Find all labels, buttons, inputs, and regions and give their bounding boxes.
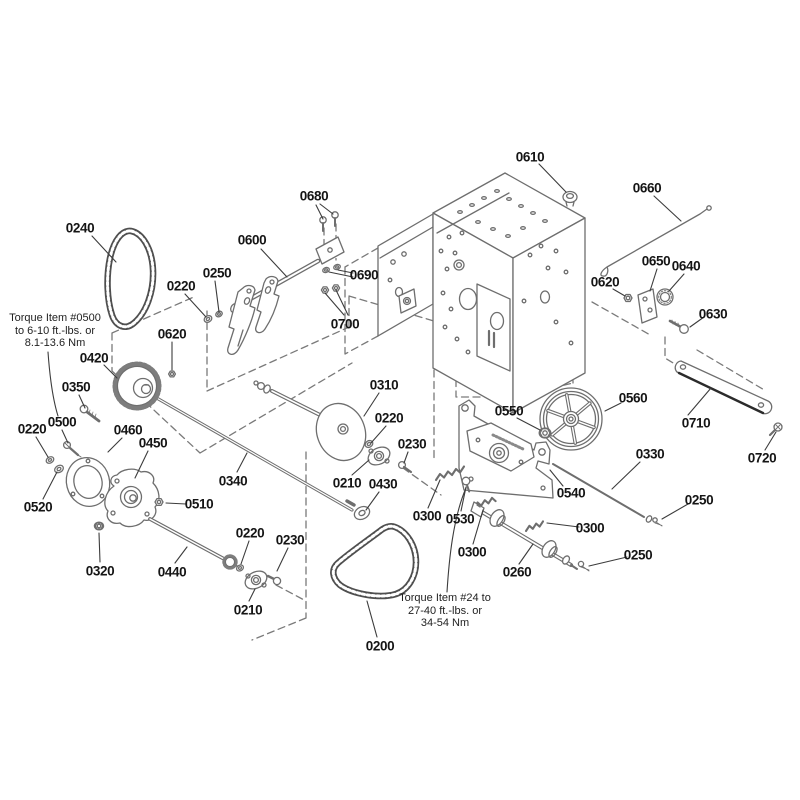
part-label-0300-b: 0300 — [457, 544, 487, 560]
part-label-0300-a: 0300 — [412, 508, 442, 524]
part-label-0230-a: 0230 — [397, 436, 427, 452]
part-label-0220-a: 0220 — [166, 278, 196, 294]
cable-bracket-group — [624, 289, 688, 333]
part-label-0620-a: 0620 — [590, 274, 620, 290]
part-label-0250-c: 0250 — [623, 547, 653, 563]
part-label-0350: 0350 — [61, 379, 91, 395]
part-label-0640: 0640 — [671, 258, 701, 274]
torque-note-0500 — [9, 312, 101, 350]
part-label-0210-a: 0210 — [332, 475, 362, 491]
frame-box — [433, 173, 585, 413]
part-label-0320: 0320 — [85, 563, 115, 579]
torque-note-24 — [399, 592, 491, 630]
roller-chain-upper — [108, 231, 154, 327]
part-label-0260: 0260 — [502, 564, 532, 580]
note-line: 27-40 ft.-lbs. or — [408, 604, 482, 617]
part-label-0620-b: 0620 — [157, 326, 187, 342]
part-label-0340: 0340 — [218, 473, 248, 489]
part-label-0540: 0540 — [556, 485, 586, 501]
part-label-0680: 0680 — [299, 188, 329, 204]
part-label-0460: 0460 — [113, 422, 143, 438]
note-line: Torque Item #0500 — [9, 312, 101, 325]
part-label-0600: 0600 — [237, 232, 267, 248]
part-label-0510: 0510 — [184, 496, 214, 512]
note-line: 34-54 Nm — [420, 617, 470, 630]
part-label-0700: 0700 — [330, 316, 360, 332]
part-label-0690: 0690 — [349, 267, 379, 283]
part-label-0710: 0710 — [681, 415, 711, 431]
part-label-0250-b: 0250 — [684, 492, 714, 508]
part-label-0520: 0520 — [23, 499, 53, 515]
part-label-0210-b: 0210 — [233, 602, 263, 618]
part-label-0560: 0560 — [618, 390, 648, 406]
part-label-0220-c: 0220 — [374, 410, 404, 426]
part-label-0220-d: 0220 — [235, 525, 265, 541]
note-line: 8.1-13.6 Nm — [24, 337, 86, 350]
part-label-0720: 0720 — [747, 450, 777, 466]
part-label-0430: 0430 — [368, 476, 398, 492]
part-label-0500: 0500 — [47, 414, 77, 430]
grommet — [563, 192, 577, 207]
part-label-0440: 0440 — [157, 564, 187, 580]
note-line: Torque Item #24 to — [399, 592, 491, 605]
note-line: to 6-10 ft.-lbs. or — [14, 324, 96, 337]
part-label-0240: 0240 — [65, 220, 95, 236]
friction-disc-group — [254, 381, 411, 472]
part-label-0660: 0660 — [632, 180, 662, 196]
friction-ring-housing — [61, 453, 163, 530]
friction-wheel — [539, 388, 602, 450]
part-label-0420: 0420 — [79, 350, 109, 366]
axle-shaft — [471, 502, 589, 571]
part-label-0630: 0630 — [698, 306, 728, 322]
part-label-0230-b: 0230 — [275, 532, 305, 548]
shift-fork-assembly — [203, 212, 344, 355]
part-label-0250-a: 0250 — [202, 265, 232, 281]
part-label-0220-b: 0220 — [17, 421, 47, 437]
part-label-0330: 0330 — [635, 446, 665, 462]
part-label-0550: 0550 — [494, 403, 524, 419]
part-label-0610: 0610 — [515, 149, 545, 165]
part-label-0450: 0450 — [138, 435, 168, 451]
frame-channel — [378, 214, 433, 336]
roller-chain-lower — [333, 526, 416, 596]
part-label-0200: 0200 — [365, 638, 395, 654]
part-label-0530: 0530 — [445, 511, 475, 527]
part-label-0650: 0650 — [641, 253, 671, 269]
part-label-0300-c: 0300 — [575, 520, 605, 536]
part-label-0310: 0310 — [369, 377, 399, 393]
